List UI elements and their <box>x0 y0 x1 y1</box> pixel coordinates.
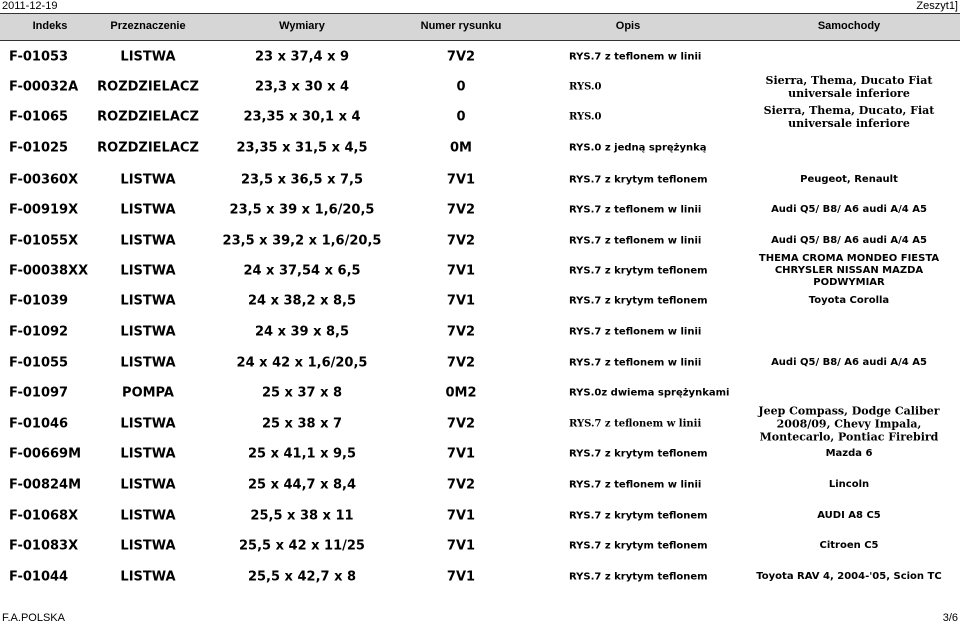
cell-przeznaczenie: LISTWA <box>120 172 176 188</box>
cell-numer-rysunku: 7V2 <box>446 324 476 340</box>
table-row <box>0 286 960 316</box>
cell-numer-rysunku: 7V1 <box>446 263 476 279</box>
table-row <box>0 195 960 225</box>
cell-samochody: Audi Q5/ B8/ A6 audi A/4 A5 <box>771 204 927 215</box>
table-row <box>0 378 960 408</box>
cell-indeks: F-01068X <box>9 508 79 524</box>
cell-wymiary: 23,5 x 39 x 1,6/20,5 <box>229 202 375 218</box>
cell-indeks: F-01055 <box>9 355 69 371</box>
col-indeks: Indeks <box>32 20 68 32</box>
cell-indeks: F-00919X <box>9 202 79 218</box>
table-row <box>0 470 960 500</box>
table-row <box>0 404 960 444</box>
cell-opis: RYS.7 z krytym teflonem <box>569 448 708 460</box>
cell-opis: RYS.0 <box>569 111 602 123</box>
cell-indeks: F-01044 <box>9 569 69 585</box>
cell-samochody: Audi Q5/ B8/ A6 audi A/4 A5 <box>771 357 927 368</box>
cell-wymiary: 25 x 38 x 7 <box>261 416 343 432</box>
cell-samochody: AUDI A8 C5 <box>817 510 881 521</box>
cell-indeks: F-01053 <box>9 49 69 65</box>
cell-samochody: Peugeot, Renault <box>800 174 898 185</box>
cell-numer-rysunku: 7V1 <box>446 538 476 554</box>
cell-indeks: F-00824M <box>9 477 82 493</box>
cell-samochody: THEMA CROMA MONDEO FIESTA CHRYSLER NISSAN MAZDA PODWYMIAR <box>758 253 940 288</box>
cell-przeznaczenie: LISTWA <box>120 416 176 432</box>
cell-przeznaczenie: LISTWA <box>120 508 176 524</box>
cell-samochody: Audi Q5/ B8/ A6 audi A/4 A5 <box>771 235 927 246</box>
cell-opis: RYS.7 z krytym teflonem <box>569 265 708 277</box>
cell-wymiary: 23,5 x 39,2 x 1,6/20,5 <box>222 233 382 249</box>
cell-przeznaczenie: ROZDZIELACZ <box>97 79 199 95</box>
cell-przeznaczenie: LISTWA <box>120 538 176 554</box>
cell-opis: RYS.7 z teflonem w linii <box>569 204 702 216</box>
cell-wymiary: 25,5 x 42 x 11/25 <box>239 538 365 554</box>
table-row <box>0 42 960 72</box>
cell-numer-rysunku: 7V2 <box>446 202 476 218</box>
col-przeznaczenie: Przeznaczenie <box>110 20 186 32</box>
cell-samochody: Sierra, Thema, Ducato, Fiat universale inferiore <box>763 104 935 130</box>
cell-samochody: Citroen C5 <box>819 540 879 551</box>
cell-przeznaczenie: LISTWA <box>120 233 176 249</box>
cell-przeznaczenie: LISTWA <box>120 263 176 279</box>
table-row <box>0 133 960 163</box>
page-number: 3/6 <box>942 612 958 624</box>
cell-przeznaczenie: LISTWA <box>120 446 176 462</box>
cell-przeznaczenie: LISTWA <box>120 477 176 493</box>
cell-samochody: Jeep Compass, Dodge Caliber 2008/09, Chevy Impala, Montecarlo, Pontiac Firebird <box>758 404 940 444</box>
cell-opis: RYS.7 z teflonem w linii <box>569 479 702 491</box>
table-row <box>0 531 960 561</box>
cell-numer-rysunku: 7V2 <box>446 477 476 493</box>
table-row <box>0 72 960 102</box>
cell-wymiary: 24 x 42 x 1,6/20,5 <box>236 355 368 371</box>
cell-opis: RYS.7 z teflonem w linii <box>569 326 702 338</box>
cell-wymiary: 23 x 37,4 x 9 <box>254 49 350 65</box>
table-row <box>0 439 960 469</box>
cell-indeks: F-01039 <box>9 293 69 309</box>
cell-numer-rysunku: 7V2 <box>446 355 476 371</box>
cell-indeks: F-00360X <box>9 172 79 188</box>
cell-wymiary: 23,35 x 31,5 x 4,5 <box>236 140 368 156</box>
sheet-name: Zeszyt1] <box>916 0 958 12</box>
cell-wymiary: 23,5 x 36,5 x 7,5 <box>240 172 364 188</box>
cell-przeznaczenie: ROZDZIELACZ <box>97 140 199 156</box>
cell-indeks: F-01097 <box>9 385 69 401</box>
cell-opis: RYS.7 z teflonem w linii <box>569 357 702 369</box>
cell-wymiary: 25 x 44,7 x 8,4 <box>247 477 357 493</box>
cell-samochody: Sierra, Thema, Ducato Fiat universale inferiore <box>765 74 933 100</box>
cell-przeznaczenie: POMPA <box>122 385 174 401</box>
cell-przeznaczenie: LISTWA <box>120 324 176 340</box>
cell-wymiary: 24 x 37,54 x 6,5 <box>243 263 361 279</box>
cell-wymiary: 24 x 39 x 8,5 <box>254 324 350 340</box>
print-date: 2011-12-19 <box>2 0 58 12</box>
cell-wymiary: 25 x 37 x 8 <box>261 385 343 401</box>
col-numer-rysunku: Numer rysunku <box>420 20 502 32</box>
cell-numer-rysunku: 7V2 <box>446 416 476 432</box>
table-row <box>0 253 960 288</box>
cell-numer-rysunku: 7V1 <box>446 172 476 188</box>
cell-indeks: F-01046 <box>9 416 69 432</box>
cell-samochody: Mazda 6 <box>825 448 873 459</box>
cell-numer-rysunku: 0 <box>456 79 466 95</box>
cell-numer-rysunku: 0 <box>456 109 466 125</box>
cell-przeznaczenie: LISTWA <box>120 293 176 309</box>
cell-numer-rysunku: 7V1 <box>446 293 476 309</box>
cell-opis: RYS.7 z krytym teflonem <box>569 295 708 307</box>
cell-wymiary: 23,3 x 30 x 4 <box>254 79 350 95</box>
cell-numer-rysunku: 7V1 <box>446 569 476 585</box>
table-row <box>0 317 960 347</box>
cell-przeznaczenie: ROZDZIELACZ <box>97 109 199 125</box>
cell-przeznaczenie: LISTWA <box>120 355 176 371</box>
col-samochody: Samochody <box>817 20 881 32</box>
cell-wymiary: 25,5 x 38 x 11 <box>250 508 354 524</box>
cell-indeks: F-01025 <box>9 140 69 156</box>
cell-indeks: F-01055X <box>9 233 79 249</box>
cell-opis: RYS.7 z krytym teflonem <box>569 571 708 583</box>
cell-numer-rysunku: 7V2 <box>446 49 476 65</box>
cell-opis: RYS.0 <box>569 81 602 93</box>
column-header-bar <box>0 13 960 41</box>
cell-samochody: Toyota Corolla <box>808 295 890 306</box>
cell-wymiary: 24 x 38,2 x 8,5 <box>247 293 357 309</box>
table-row <box>0 348 960 378</box>
cell-numer-rysunku: 0M2 <box>445 385 477 401</box>
cell-wymiary: 25,5 x 42,7 x 8 <box>247 569 357 585</box>
cell-przeznaczenie: LISTWA <box>120 202 176 218</box>
cell-indeks: F-00032A <box>9 79 79 95</box>
cell-wymiary: 23,35 x 30,1 x 4 <box>243 109 361 125</box>
cell-opis: RYS.7 z krytym teflonem <box>569 510 708 522</box>
cell-opis: RYS.0z dwiema sprężynkami <box>569 387 730 399</box>
table-row <box>0 102 960 132</box>
cell-indeks: F-01092 <box>9 324 69 340</box>
cell-wymiary: 25 x 41,1 x 9,5 <box>247 446 357 462</box>
cell-przeznaczenie: LISTWA <box>120 49 176 65</box>
table-row <box>0 165 960 195</box>
cell-indeks: F-01065 <box>9 109 69 125</box>
col-wymiary: Wymiary <box>279 20 325 32</box>
col-opis: Opis <box>615 20 641 32</box>
table-row <box>0 562 960 592</box>
table-row <box>0 226 960 256</box>
cell-przeznaczenie: LISTWA <box>120 569 176 585</box>
company-name: F.A.POLSKA <box>2 612 65 624</box>
cell-opis: RYS.7 z teflonem w linii <box>569 418 702 430</box>
cell-numer-rysunku: 7V1 <box>446 508 476 524</box>
cell-numer-rysunku: 7V2 <box>446 233 476 249</box>
cell-opis: RYS.7 z teflonem w linii <box>569 235 702 247</box>
cell-indeks: F-00669M <box>9 446 82 462</box>
cell-opis: RYS.0 z jedną sprężynką <box>569 142 707 154</box>
cell-numer-rysunku: 7V1 <box>446 446 476 462</box>
cell-opis: RYS.7 z teflonem w linii <box>569 51 702 63</box>
cell-samochody: Toyota RAV 4, 2004-'05, Scion TC <box>756 571 942 582</box>
cell-indeks: F-01083X <box>9 538 79 554</box>
cell-samochody: Lincoln <box>828 479 870 490</box>
cell-indeks: F-00038XX <box>9 263 89 279</box>
cell-numer-rysunku: 0M <box>450 140 472 156</box>
table-row <box>0 501 960 531</box>
cell-opis: RYS.7 z krytym teflonem <box>569 174 708 186</box>
cell-opis: RYS.7 z krytym teflonem <box>569 540 708 552</box>
